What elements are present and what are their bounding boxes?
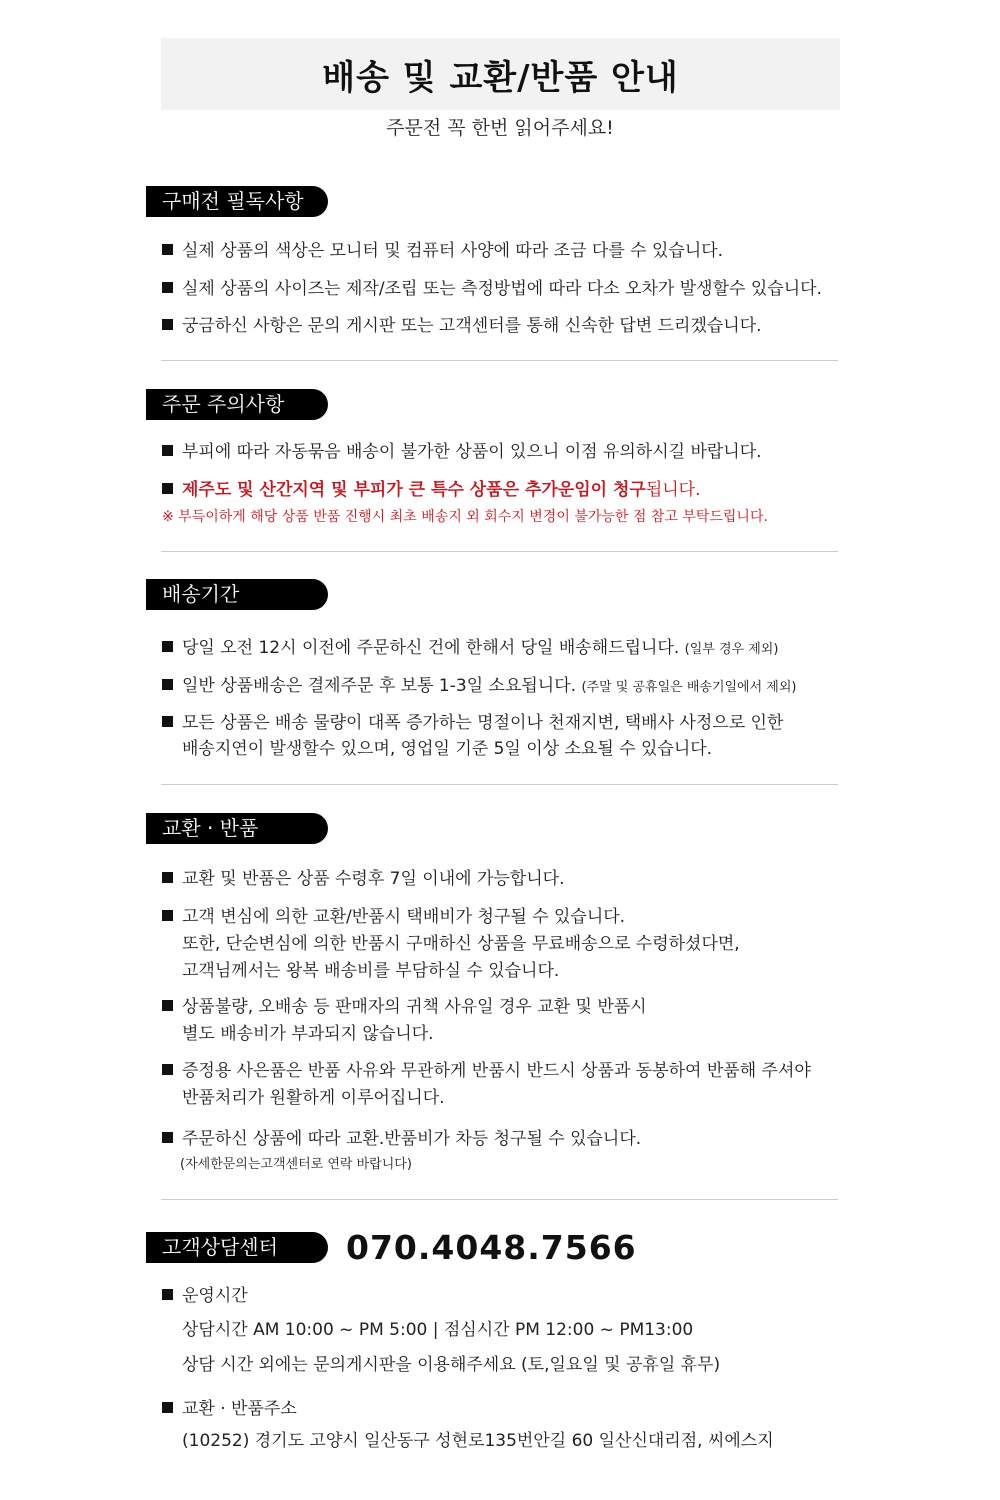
list-item: 교환 및 반품은 상품 수령후 7일 이내에 가능합니다. xyxy=(162,868,565,890)
square-bullet-icon xyxy=(162,319,173,330)
page-title: 배송 및 교환/반품 안내 xyxy=(322,57,679,98)
square-bullet-icon xyxy=(162,872,173,883)
list-item: 주문하신 상품에 따라 교환.반품비가 차등 청구될 수 있습니다. xyxy=(162,1128,641,1150)
square-bullet-icon xyxy=(162,1000,173,1011)
section-divider xyxy=(161,360,838,361)
list-item: 실제 상품의 사이즈는 제작/조립 또는 측정방법에 따라 다소 오차가 발생할수 있습니다. xyxy=(162,278,822,300)
list-item-continuation: 고객님께서는 왕복 배송비를 부담하실 수 있습니다. xyxy=(182,961,560,981)
list-item: 일반 상품배송은 결제주문 후 보통 1-3일 소요됩니다. (주말 및 공휴일은 배송기일에서 제외) xyxy=(162,675,797,699)
section-divider xyxy=(161,784,838,785)
square-bullet-icon xyxy=(162,445,173,456)
section-heading-order: 주문 주의사항 xyxy=(146,389,328,420)
square-bullet-icon xyxy=(162,244,173,255)
list-item-continuation: 별도 배송비가 부과되지 않습니다. xyxy=(182,1024,434,1044)
section-heading-precautions: 구매전 필독사항 xyxy=(146,186,328,217)
section-heading-support: 고객상담센터 xyxy=(146,1232,328,1263)
list-item-continuation: 배송지연이 발생할수 있으며, 영업일 기준 5일 이상 소요될 수 있습니다. xyxy=(182,739,713,759)
warning-note: ※ 부득이하게 해당 상품 반품 진행시 최초 배송지 외 회수지 변경이 불가능한 점 참고 부탁드립니다. xyxy=(162,509,768,525)
title-banner xyxy=(161,38,840,110)
list-item: 당일 오전 12시 이전에 주문하신 건에 한해서 당일 배송해드립니다. (일부 경우 제외) xyxy=(162,637,778,661)
hours-line: 상담시간 AM 10:00 ~ PM 5:00 | 점심시간 PM 12:00 ~ PM13:00 xyxy=(182,1320,694,1340)
list-item-continuation: 반품처리가 원활하게 이루어집니다. xyxy=(182,1088,445,1108)
square-bullet-icon xyxy=(162,716,173,727)
square-bullet-icon xyxy=(162,679,173,690)
list-item: 모든 상품은 배송 물량이 대폭 증가하는 명절이나 천재지변, 택배사 사정으로 인한 xyxy=(162,712,783,734)
section-heading-exchange: 교환 · 반품 xyxy=(146,813,328,844)
list-item: 증정용 사은품은 반품 사유와 무관하게 반품시 반드시 상품과 동봉하여 반품해 주셔야 xyxy=(162,1060,811,1082)
square-bullet-icon xyxy=(162,282,173,293)
list-item: 상품불량, 오배송 등 판매자의 귀책 사유일 경우 교환 및 반품시 xyxy=(162,996,647,1018)
square-bullet-icon xyxy=(162,483,173,494)
square-bullet-icon xyxy=(162,1132,173,1143)
list-item: 운영시간 xyxy=(162,1285,248,1307)
page-subtitle: 주문전 꼭 한번 읽어주세요! xyxy=(386,117,614,139)
list-item-warning: 제주도 및 산간지역 및 부피가 큰 특수 상품은 추가운임이 청구됩니다. xyxy=(162,479,701,501)
square-bullet-icon xyxy=(162,641,173,652)
list-item-note: (자세한문의는고객센터로 연락 바랍니다) xyxy=(180,1157,412,1172)
section-divider xyxy=(161,1199,838,1200)
return-address: (10252) 경기도 고양시 일산동구 성현로135번안길 60 일산신대리점, 씨에스지 xyxy=(182,1431,774,1451)
support-phone-number[interactable]: 070.4048.7566 xyxy=(346,1228,637,1267)
list-item-continuation: 또한, 단순변심에 의한 반품시 구매하신 상품을 무료배송으로 수령하셨다면, xyxy=(182,934,740,954)
list-item: 고객 변심에 의한 교환/반품시 택배비가 청구될 수 있습니다. xyxy=(162,906,625,928)
section-heading-shipping: 배송기간 xyxy=(146,579,328,610)
list-item: 궁금하신 사항은 문의 게시판 또는 고객센터를 통해 신속한 답변 드리겠습니다. xyxy=(162,315,762,337)
hours-line: 상담 시간 외에는 문의게시판을 이용해주세요 (토,일요일 및 공휴일 휴무) xyxy=(182,1355,721,1375)
square-bullet-icon xyxy=(162,1289,173,1300)
square-bullet-icon xyxy=(162,1402,173,1413)
square-bullet-icon xyxy=(162,910,173,921)
list-item: 실제 상품의 색상은 모니터 및 컴퓨터 사양에 따라 조금 다를 수 있습니다. xyxy=(162,240,723,262)
list-item: 교환 · 반품주소 xyxy=(162,1398,297,1420)
square-bullet-icon xyxy=(162,1064,173,1075)
section-divider xyxy=(161,551,838,552)
list-item: 부피에 따라 자동묶음 배송이 불가한 상품이 있으니 이점 유의하시길 바랍니다. xyxy=(162,441,762,463)
